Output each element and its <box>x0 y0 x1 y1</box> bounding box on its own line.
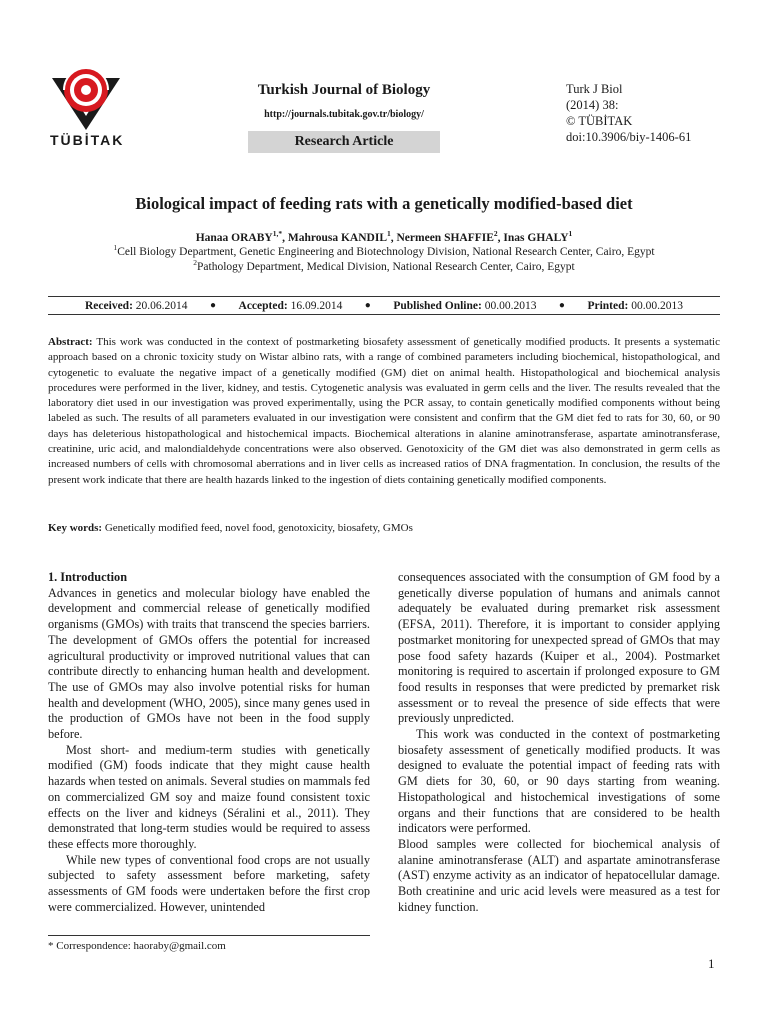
section-heading: 1. Introduction <box>48 570 128 584</box>
published-date: Published Online: 00.00.2013 <box>393 299 537 312</box>
citation-doi[interactable]: doi:10.3906/biy-1406-61 <box>566 130 692 144</box>
bullet: ● <box>558 300 565 311</box>
keywords <box>48 522 720 534</box>
citation-journal: Turk J Biol <box>566 82 623 96</box>
citation-block <box>566 81 691 145</box>
body-column-left <box>48 570 370 915</box>
journal-title: Turkish Journal of Biology <box>257 82 431 98</box>
correspondence-footnote: * Correspondence: haoraby@gmail.com <box>48 940 226 952</box>
keywords-label: Key words: <box>48 522 103 534</box>
author-name: Nermeen SHAFFIE <box>396 231 494 244</box>
paragraph: Most short- and medium-term studies with genetically modified (GM) foods indicate that they might cause health hazards when tested on animals. Several studies on mammals fed on commercialized GM soy and maize found consistent toxic effects on the liver and kidneys (Séralini et al., 2011). They demonstrated that long-term studies would be required to assess these effects more thoroughly. <box>48 742 370 851</box>
printed-date: Printed: 00.00.2013 <box>587 299 683 312</box>
author-sup: 1,* <box>272 229 283 238</box>
received-date: Received: 20.06.2014 <box>85 299 188 312</box>
journal-url[interactable]: http://journals.tubitak.gov.tr/biology/ <box>264 109 424 120</box>
bullet: ● <box>364 300 371 311</box>
citation-copyright: © TÜBİTAK <box>566 114 633 128</box>
author-list: Hanaa $ORABY^{1,*}$, Mahrousa KANDIL$^1$, Nermeen SHAFFIE$^2$, Inas GHALY$^1$ <box>195 229 573 244</box>
author-name: Inas GHALY <box>503 231 569 244</box>
paragraph: consequences associated with the consumption of GM food by a genetically diverse population of humans and animals cannot adequately be evaluated during premarket risk assessment (EFSA, 2011). Therefore, it is important to consider applying postmarket monitoring for unexpected spread of GMOs that may pose food safety hazards (Kuiper et al., 2004). Postmarket monitoring is required to ascertain if prolonged exposure to GM food results in responses that were predicted by premarket risk assessment or to reveal the presence of side effects that were previously unpredicted. <box>398 570 720 726</box>
accepted-date: Accepted: 16.09.2014 <box>238 299 343 312</box>
affiliation-2: $^2$Pathology Department, Medical Division, National Research Center, Cairo, Egypt <box>193 258 575 273</box>
article-title: Biological impact of feeding rats with a genetically modified-based diet <box>135 194 633 213</box>
author-name: Mahrousa KANDIL <box>287 231 387 244</box>
paragraph: This work was conducted in the context of postmarketing biosafety assessment of genetically modified products. It was designed to evaluate the potential impact of feeding rats with GM diets for 30, 60, or 90 days starting from weaning. Histopathological and histochemical investigations of some organs and their functions that are considered to be health indicators were performed. <box>398 727 720 836</box>
author-sup: 1 <box>568 229 573 238</box>
abstract <box>48 335 720 488</box>
body-column-right <box>398 570 720 915</box>
bullet: ● <box>210 300 217 311</box>
paragraph: Advances in genetics and molecular biology have enabled the development and commercial release of genetically modified organisms (GMOs) with traits that transcend the species barriers. The development of GMOs offers the potential for increased agricultural productivity or improved nutritional values that can contribute directly to enhancing human health and development. The use of GMOs may also involve potential risks for human health and development (WHO, 2005), since many genes used in the production of GMOs have not been in the food supply before. <box>48 585 370 742</box>
footnote-divider <box>48 935 370 936</box>
citation-year: (2014) 38: <box>566 98 619 112</box>
paragraph: Blood samples were collected for biochemical analysis of alanine aminotransferase (ALT) and aspartate aminotransferase (AST) enzyme activity as an indicator of hepatocellular damage. Both creatinine and uric acid levels were measured as a test for kidney function. <box>398 836 720 914</box>
abstract-label: Abstract: <box>48 336 93 348</box>
keywords-text: Genetically modified feed, novel food, genotoxicity, biosafety, GMOs <box>104 522 413 534</box>
logo-wordmark: TÜBİTAK <box>50 132 125 148</box>
date-bar <box>48 296 720 315</box>
article-type-badge: Research Article <box>248 131 440 153</box>
affiliation-1: $^1$Cell Biology Department, Genetic Engineering and Biotechnology Division, National Research Center, Cairo, Egypt <box>113 243 655 258</box>
author-sup: 2 <box>493 229 498 238</box>
author-sup: 1 <box>387 229 391 238</box>
abstract-text: This work was conducted in the context of postmarketing biosafety assessment of genetically modified products. It presents a systematic approach based on a chronic toxicity study on Wistar albino rats, with a range of combined parameters including biochemical, histopathological, and cytogenetic to evaluate the negative impact of a genetically modified (GM) diet on animal health. Histopathological and biochemical analysis procedures were performed in the liver, kidney, and testis. Cytogenetic analysis was evaluated in germ cells and the liver. The results revealed that the laboratory diet used in our investigation was proved experimentally, using the PCR assay, to contain genetically modified components without being labeled as such. The results of all parameters evaluated in our investigation were consistent and confirm that the GM diet fed to rats for 30, 60, or 90 days has deleterious histopathological and histochemical impacts. Biochemical alterations in alanine aminotransferase, aspartate aminotransferase, creatinine, uric acid, and malondialdehyde concentrations were also observed. Genotoxicity of the GM diet was also demonstrated in germ cells as increased numbers of cells with chromosomal aberrations and in liver cells as increased ratios of DNA fragmentation. In conclusion, the results of the present work indicate that there are health hazards linked to the ingestion of diets containing genetically modified components. <box>48 336 720 486</box>
paragraph: While new types of conventional food crops are not usually subjected to safety assessment before marketing, safety assessments of GM foods were undertaken before the first crop were commercialized. However, unintended <box>48 852 370 914</box>
author-name: Hanaa ORABY <box>195 231 273 244</box>
page-number: 1 <box>708 956 715 971</box>
